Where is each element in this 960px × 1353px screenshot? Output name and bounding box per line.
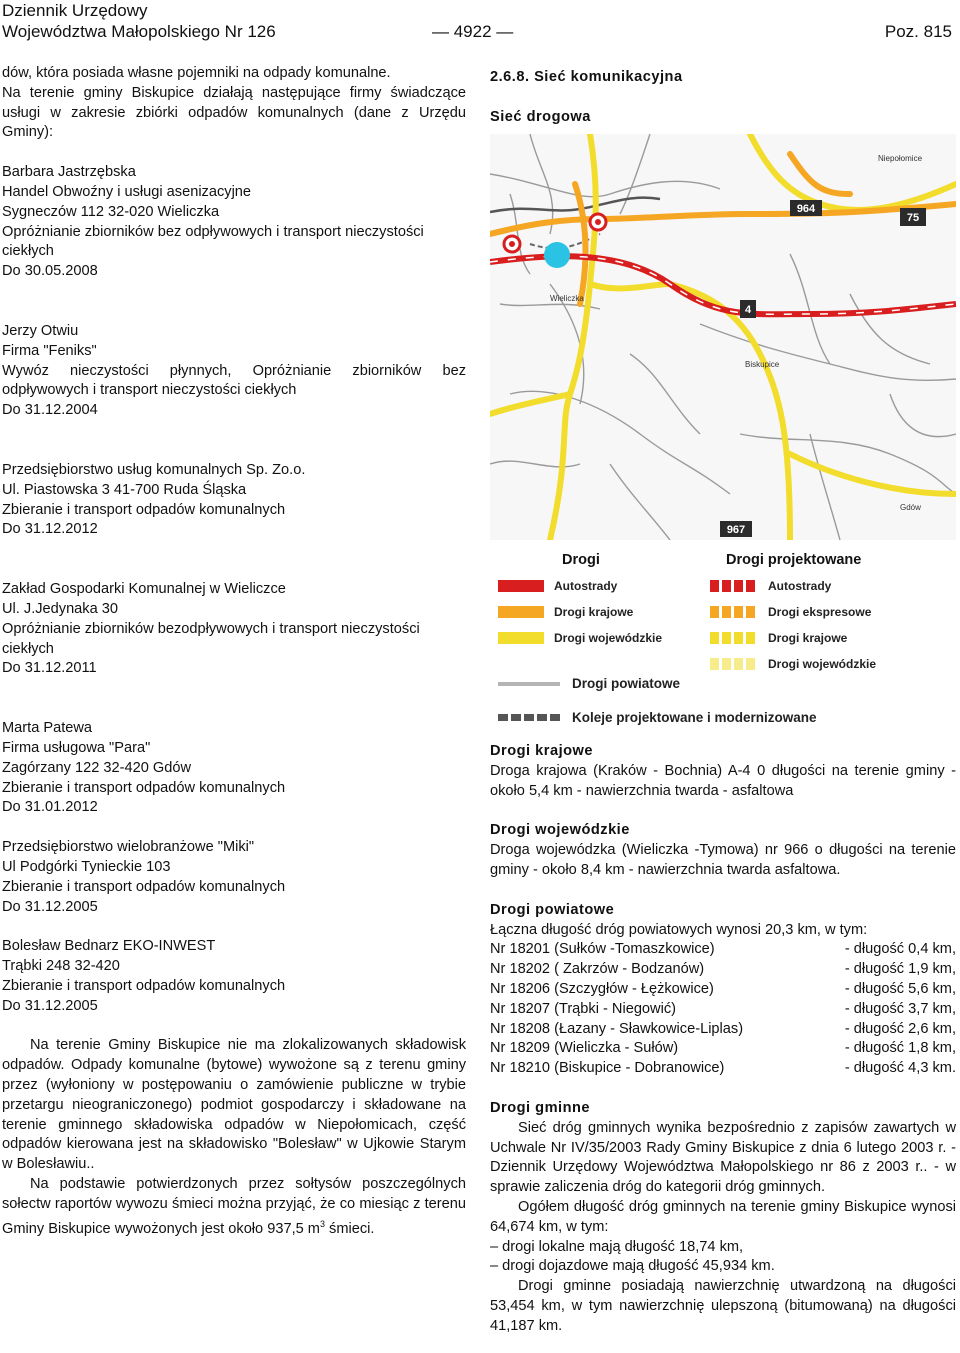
intro-paragraph: Na terenie gminy Biskupice działają następujące firmy świadczące usługi w zakresie zbiórki odpadów komunalnych (dane z Urzędu Gminy): xyxy=(2,84,466,141)
volume-paragraph xyxy=(2,1175,466,1239)
firm-line: Zbieranie i transport odpadów komunalnych xyxy=(2,779,286,796)
firm-line: Opróżnianie zbiorników bez odpływowych i transport nieczystości ciekłych xyxy=(2,223,424,260)
firm-name: Bolesław Bednarz EKO-INWEST xyxy=(2,938,216,955)
municipal-roads-text: Sieć dróg gminnych wynika bezpośrednio z zapisów zawartych w Uchwale Nr IV/35/2003 Rady Gminy Biskupice z dnia 6 lutego 2003 r. - Dziennik Urzędowy Województwa Małopolskiego nr 86 z 2003 r.. - w sprawie zaliczenia dróg do kategorii dróg gminnych. xyxy=(490,1119,956,1196)
firm-line: Ul. Piastowska 3 41-700 Ruda Śląska xyxy=(2,481,247,498)
road-number-label: 967 xyxy=(726,524,746,536)
table-row xyxy=(490,980,956,1000)
road-name: Nr 18207 (Trąbki - Niegowić) xyxy=(490,1000,676,1017)
legend-swatch-planned-national xyxy=(710,632,756,644)
firm-line: Handel Obwoźny i usługi asenizacyjne xyxy=(2,183,252,200)
legend-item: Drogi krajowe xyxy=(554,605,634,619)
firm-line: Sygneczów 112 32-020 Wieliczka xyxy=(2,203,220,220)
firm-line: Opróżnianie zbiorników bezodpływowych i transport nieczystości ciekłych xyxy=(2,620,420,657)
firm-name: Zakład Gospodarki Komunalnej w Wieliczce xyxy=(2,581,286,598)
municipal-roads-local: – drogi lokalne mają długość 18,74 km, xyxy=(490,1238,744,1255)
firm-line: Zbieranie i transport odpadów komunalnych xyxy=(2,878,286,895)
heading-national-roads: Drogi krajowe xyxy=(490,743,594,759)
firm-name: Przedsiębiorstwo wielobranżowe "Miki" xyxy=(2,839,255,856)
road-length: - długość 3,7 km, xyxy=(844,1000,956,1017)
volume-text: Na podstawie potwierdzonych przez sołtysów poszczególnych sołectw raportów wywozu śmieci można przyjąć, że co miesiąc z terenu Gminy Biskupice wywożonych jest około 937,5 m xyxy=(2,1176,466,1237)
firm-line: Wywóz nieczystości płynnych, Opróżnianie zbiorników bez odpływowych i transport nieczystości ciekłych xyxy=(2,362,466,399)
legend-swatch-motorway xyxy=(498,580,544,592)
road-length: - długość 1,9 km, xyxy=(844,961,956,978)
firm-line: Ul Podgórki Tynieckie 103 xyxy=(2,858,171,875)
firm-line: Zbieranie i transport odpadów komunalnych xyxy=(2,501,286,518)
firm-name: Jerzy Otwiu xyxy=(2,322,79,339)
firm-entry xyxy=(2,163,466,282)
municipal-roads-surface: Drogi gminne posiadają nawierzchnię utwardzoną na długości 53,454 km, w tym nawierzchnię ulepszoną (bitumowaną) na długości 41,187 km. xyxy=(490,1278,956,1334)
road-name: Nr 18201 (Sułków -Tomaszkowice) xyxy=(490,941,715,958)
journal-title: Dziennik Urzędowy xyxy=(2,1,148,20)
left-column xyxy=(2,64,466,1239)
table-row xyxy=(490,1000,956,1020)
road-network-map xyxy=(490,134,956,540)
legend-item: Drogi powiatowe xyxy=(572,676,680,691)
table-row xyxy=(490,960,956,980)
section-heading: 2.6.8. Sieć komunikacyjna xyxy=(490,69,683,85)
firm-line: Zbieranie i transport odpadów komunalnych xyxy=(2,977,286,994)
page-number: — 4922 — xyxy=(432,22,514,41)
firm-line: Trąbki 248 32-420 xyxy=(2,958,120,975)
legend-item: Autostrady xyxy=(554,579,618,593)
road-length: - długość 2,6 km, xyxy=(844,1020,956,1037)
legend-item: Koleje projektowane i modernizowane xyxy=(572,710,817,725)
firm-name: Przedsiębiorstwo usług komunalnych Sp. Zo.o. xyxy=(2,461,306,478)
legend-swatch-planned-voivodeship xyxy=(710,658,756,670)
firm-name: Marta Patewa xyxy=(2,720,93,737)
district-roads-table xyxy=(490,940,956,1079)
firm-entry xyxy=(2,580,466,679)
legend-swatch-district xyxy=(498,682,560,686)
national-roads-text: Droga krajowa (Kraków - Bochnia) A-4 0 długości na terenie gminy - około 5,4 km - nawierzchnia twarda - asfaltowa xyxy=(490,762,956,799)
road-length: - długość 0,4 km, xyxy=(844,941,956,958)
legend-swatch-national xyxy=(498,606,544,618)
firm-date: Do 30.05.2008 xyxy=(2,263,98,280)
waste-paragraph: Na terenie Gminy Biskupice nie ma zlokalizowanych składowisk odpadów. Odpady komunalne (bytowe) wywożone są z terenu gminy przez (wyłoniony w postępowaniu o zamówienie publiczne w trybie przetargu nieograniczonego) podmiot gospodarczy i składowane na terenie gminnego składowiska odpadów w Niepołomicach, część odpadów kierowana jest na składowisko "Bolesław" w Ujkowie Starym w Bolesławiu.. xyxy=(2,1037,466,1173)
firm-date: Do 31.12.2011 xyxy=(2,660,97,677)
municipal-roads-total: Ogółem długość dróg gminnych na terenie gminy Biskupice wynosi 64,674 km, w tym: xyxy=(490,1198,956,1235)
firm-line: Firma "Feniks" xyxy=(2,342,97,359)
heading-municipal-roads: Drogi gminne xyxy=(490,1099,591,1116)
firm-line: Ul. J.Jedynaka 30 xyxy=(2,600,119,617)
municipal-roads-access: – drogi dojazdowe mają długość 45,934 km. xyxy=(490,1258,775,1275)
district-roads-intro: Łączna długość dróg powiatowych wynosi 20,3 km, w tym: xyxy=(490,921,868,938)
legend-item: Drogi wojewódzkie xyxy=(768,657,877,671)
legend-item: Drogi ekspresowe xyxy=(768,605,872,619)
legend-heading-roads: Drogi xyxy=(562,552,600,568)
legend-heading-planned: Drogi projektowane xyxy=(726,552,862,568)
firm-date: Do 31.12.2012 xyxy=(2,521,98,538)
map-legend xyxy=(490,548,956,734)
place-label: Niepołomice xyxy=(878,154,923,163)
right-column-top xyxy=(490,68,956,128)
firm-entry xyxy=(2,838,466,917)
volume-text-end: śmieci. xyxy=(324,1220,375,1237)
road-name: Nr 18208 (Łazany - Sławkowice-Liplas) xyxy=(490,1020,744,1037)
firm-entry xyxy=(2,719,466,818)
firm-entry xyxy=(2,461,466,540)
road-name: Nr 18209 (Wieliczka - Sułów) xyxy=(490,1040,679,1057)
road-name: Nr 18202 ( Zakrzów - Bodzanów) xyxy=(490,961,705,978)
legend-swatch-railway xyxy=(498,714,560,721)
table-row xyxy=(490,1059,956,1079)
firm-date: Do 31.12.2005 xyxy=(2,898,98,915)
firm-name: Barbara Jastrzębska xyxy=(2,164,136,181)
road-name: Nr 18206 (Szczygłów - Łężkowice) xyxy=(490,980,714,997)
voivodeship-roads-text: Droga wojewódzka (Wieliczka -Tymowa) nr 966 o długości na terenie gminy - około 8,4 km - nawierzchnia twarda asfaltowa. xyxy=(490,842,956,878)
road-number-label: 4 xyxy=(744,304,752,316)
table-row xyxy=(490,940,956,960)
firm-line: Firma usługowa "Para" xyxy=(2,739,151,756)
heading-district-roads: Drogi powiatowe xyxy=(490,901,615,918)
journal-issue: Województwa Małopolskiego Nr 126 xyxy=(2,22,276,41)
legend-item: Drogi wojewódzkie xyxy=(554,631,663,645)
intro-line: dów, która posiada własne pojemniki na odpady komunalne. xyxy=(2,65,391,81)
road-length: - długość 5,6 km, xyxy=(844,980,956,997)
place-label: Wieliczka xyxy=(550,294,584,303)
firm-date: Do 31.01.2012 xyxy=(2,799,98,816)
legend-swatch-planned-expressway xyxy=(710,606,756,618)
firm-line: Zagórzany 122 32-420 Gdów xyxy=(2,759,192,776)
legend-item: Autostrady xyxy=(768,579,832,593)
subsection-heading: Sieć drogowa xyxy=(490,108,591,125)
page-header xyxy=(0,0,960,48)
place-label: Gdów xyxy=(900,503,921,512)
legend-swatch-voivodeship xyxy=(498,632,544,644)
place-label: Biskupice xyxy=(745,360,780,369)
legend-swatch-planned-motorway xyxy=(710,580,756,592)
right-column-bottom xyxy=(490,742,956,1337)
table-row xyxy=(490,1020,956,1040)
road-number-label: 964 xyxy=(796,203,816,215)
heading-voivodeship-roads: Drogi wojewódzkie xyxy=(490,822,630,839)
road-length: - długość 4,3 km. xyxy=(844,1060,956,1077)
firm-entry xyxy=(2,322,466,421)
firm-entry xyxy=(2,937,466,1016)
firm-date: Do 31.12.2005 xyxy=(2,997,98,1014)
volume-unit-exponent: 3 xyxy=(319,1218,325,1229)
road-length: - długość 1,8 km, xyxy=(844,1040,956,1057)
road-number-label: 75 xyxy=(906,212,920,224)
road-name: Nr 18210 (Biskupice - Dobranowice) xyxy=(490,1060,725,1077)
position-number: Poz. 815 xyxy=(884,22,952,41)
table-row xyxy=(490,1039,956,1059)
legend-item: Drogi krajowe xyxy=(768,631,848,645)
firm-date: Do 31.12.2004 xyxy=(2,402,98,419)
